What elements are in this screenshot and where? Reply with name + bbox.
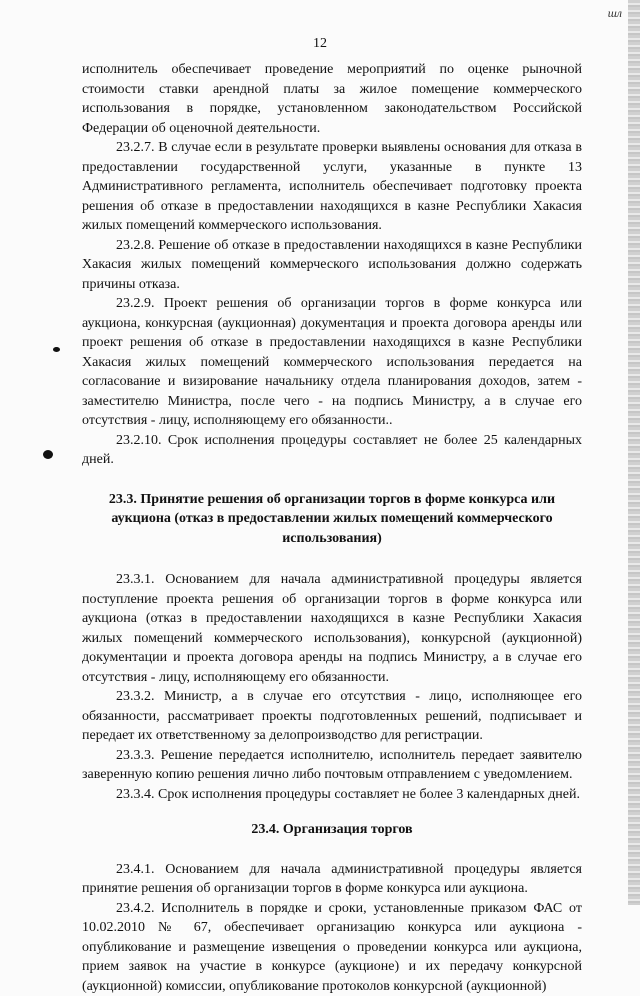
section-heading-23-3: 23.3. Принятие решения об организации торгов в форме конкурса или аукциона (отказ в предоставлении жилых помещений коммерческого использования) (82, 490, 582, 549)
document-body (82, 60, 582, 996)
paragraph-23-2-9: 23.2.9. Проект решения об организации торгов в форме конкурса или аукциона, конкурсная (аукционная) документация и проекта договора аренды или проект решения об отказе в предоставлении находящихся в казне Республики Хакасия жилых помещений коммерческого использования передается на согласование и визирование начальнику отдела планирования доходов, затем - заместителю Министра, после чего - на подпись Министру, а в случае его отсутствия - лицу, исполняющему его обязанности.. (82, 294, 582, 431)
paragraph-23-3-2: 23.3.2. Министр, а в случае его отсутствия - лицо, исполняющее его обязанности, рассматривает проекты подготовленных решений, подписывает и передает их ответственному за делопроизводство для регистрации. (82, 687, 582, 746)
paragraph-23-3-4: 23.3.4. Срок исполнения процедуры составляет не более 3 календарных дней. (82, 785, 582, 805)
paragraph-23-3-3: 23.3.3. Решение передается исполнителю, исполнитель передает заявителю заверенную копию решения лично либо почтовым отправлением с уведомлением. (82, 746, 582, 785)
handwritten-corner-mark: шл (608, 6, 622, 21)
paragraph-23-4-1: 23.4.1. Основанием для начала административной процедуры является принятие решения об организации торгов в форме конкурса или аукциона. (82, 860, 582, 899)
page-number: 12 (0, 36, 640, 52)
paragraph-23-2-8: 23.2.8. Решение об отказе в предоставлении находящихся в казне Республики Хакасия жилых помещений коммерческого использования должно содержать причины отказа. (82, 236, 582, 295)
paragraph-23-3-1: 23.3.1. Основанием для начала административной процедуры является поступление проекта решения об организации торгов в форме конкурса или аукциона (отказ в предоставлении находящихся в казне Республики Хакасия жилых помещений коммерческого использования), конкурсной (аукционной) документации и проекта договора аренды на подпись Министру, а в случае его отсутствия - лицу, исполняющему его обязанности. (82, 570, 582, 687)
scan-edge-artifact (628, 0, 640, 905)
margin-blot-mark (53, 347, 60, 352)
paragraph-23-2-10: 23.2.10. Срок исполнения процедуры составляет не более 25 календарных дней. (82, 431, 582, 470)
paragraph-23-4-2: 23.4.2. Исполнитель в порядке и сроки, установленные приказом ФАС от 10.02.2010 № 67, обеспечивает организацию конкурса или аукциона - опубликование и размещение извещения о проведении конкурса или аукциона, прием заявок на участие в конкурсе (аукционе) и их передачу конкурсной (аукционной) комиссии, опубликование протоколов конкурсной (аукционной) (82, 899, 582, 996)
paragraph-23-2-7: 23.2.7. В случае если в результате проверки выявлены основания для отказа в предоставлении государственной услуги, указанные в пункте 13 Административного регламента, исполнитель обеспечивает подготовку проекта решения об отказе в предоставлении находящихся в казне Республики Хакасия жилых помещений коммерческого использования. (82, 138, 582, 236)
section-heading-23-4: 23.4. Организация торгов (82, 820, 582, 840)
margin-blot-mark (43, 450, 53, 459)
paragraph-continuation: исполнитель обеспечивает проведение мероприятий по оценке рыночной стоимости ставки арендной платы за жилое помещение коммерческого использования в порядке, установленном законодательством Российской Федерации об оценочной деятельности. (82, 60, 582, 138)
